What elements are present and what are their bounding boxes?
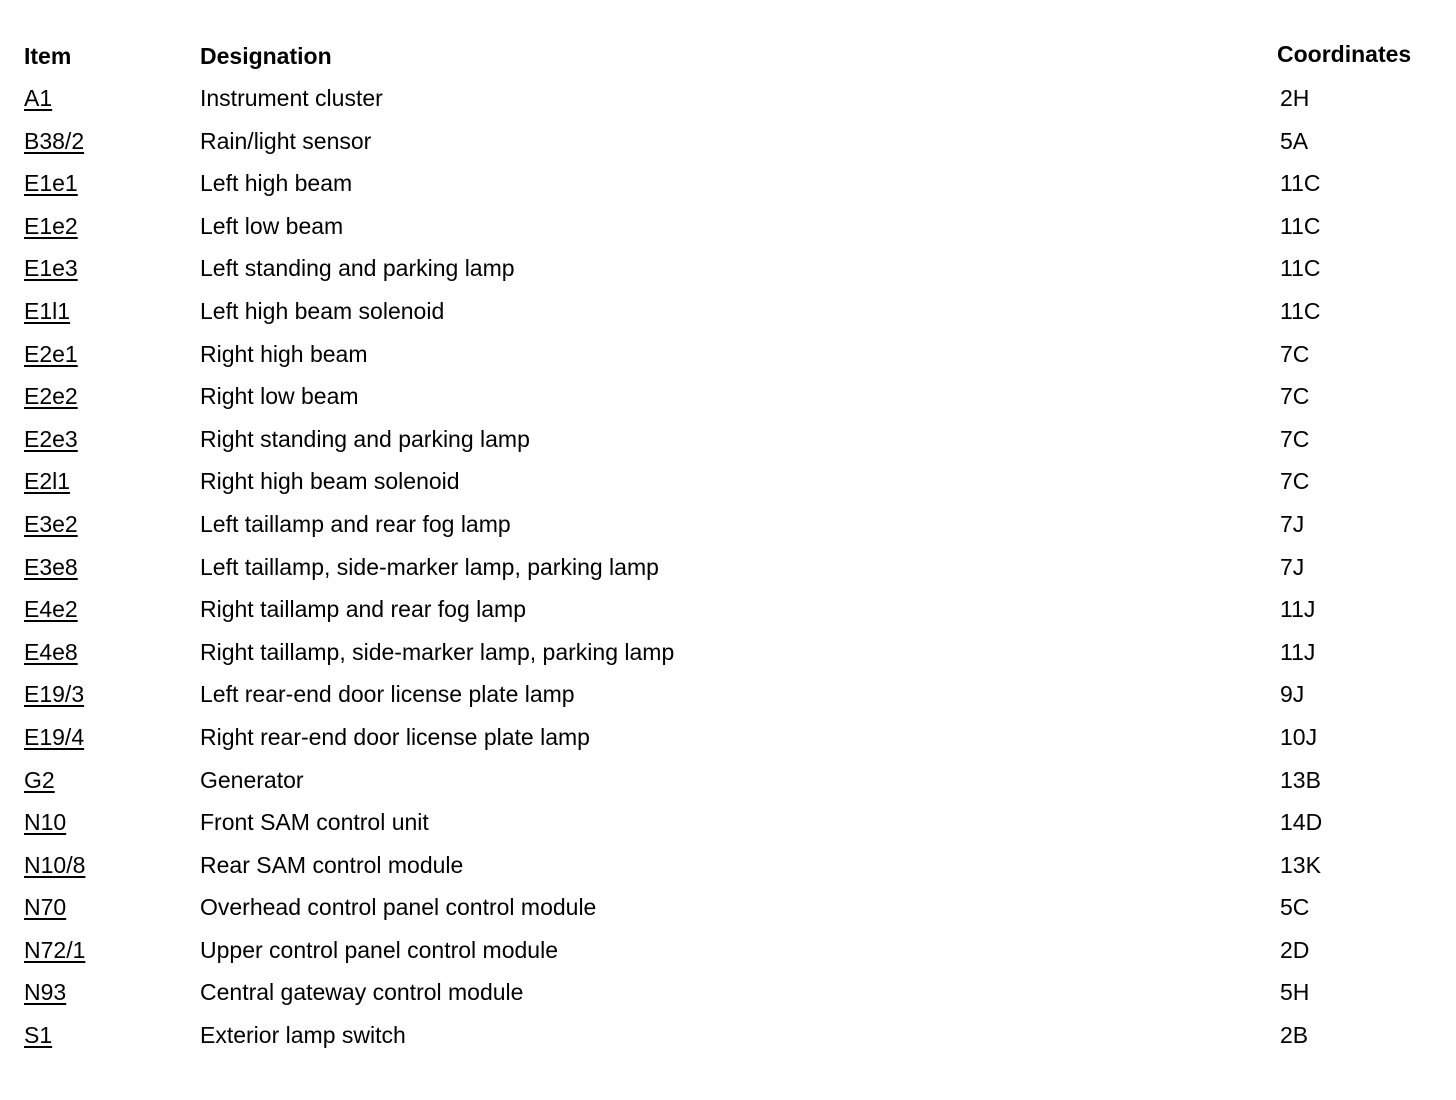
designation-cell: Right taillamp, side-marker lamp, parking lamp (200, 638, 675, 665)
coordinates-cell: 5A (1280, 127, 1309, 154)
coordinates-cell: 7C (1280, 468, 1310, 495)
coordinates-cell: 2D (1280, 936, 1310, 963)
column-header-designation: Designation (200, 43, 332, 69)
item-link[interactable]: E2e2 (24, 383, 78, 410)
item-link[interactable]: B38/2 (24, 127, 85, 154)
designation-cell: Right taillamp and rear fog lamp (200, 596, 526, 623)
table-row (0, 885, 1456, 928)
item-link[interactable]: E19/3 (24, 681, 85, 708)
designation-cell: Upper control panel control module (200, 936, 558, 963)
item-link[interactable]: E1e3 (24, 255, 78, 282)
designation-cell: Left standing and parking lamp (200, 255, 515, 282)
coordinates-cell: 7J (1280, 553, 1305, 580)
table-row (0, 374, 1456, 417)
table-row (0, 119, 1456, 162)
item-link[interactable]: E1l1 (24, 297, 71, 324)
coordinates-cell: 11C (1280, 297, 1321, 324)
designation-cell: Left low beam (200, 212, 344, 239)
designation-cell: Front SAM control unit (200, 809, 429, 836)
table-row (0, 204, 1456, 247)
designation-cell: Rear SAM control module (200, 851, 464, 878)
designation-cell: Right low beam (200, 383, 359, 410)
coordinates-cell: 13B (1280, 766, 1321, 793)
coordinates-cell: 11J (1280, 638, 1316, 665)
table-row (0, 587, 1456, 630)
table-row (0, 800, 1456, 843)
table-row (0, 928, 1456, 971)
item-link[interactable]: E2l1 (24, 468, 71, 495)
item-link[interactable]: N10 (24, 809, 67, 836)
coordinates-cell: 2B (1280, 1022, 1309, 1049)
coordinates-cell: 5C (1280, 894, 1310, 921)
designation-cell: Generator (200, 766, 304, 793)
designation-cell: Left taillamp, side-marker lamp, parking lamp (200, 553, 659, 580)
item-link[interactable]: E1e2 (24, 212, 78, 239)
table-row (0, 246, 1456, 289)
table-row (0, 417, 1456, 460)
table-row (0, 970, 1456, 1013)
coordinates-cell: 13K (1280, 851, 1321, 878)
item-link[interactable]: E19/4 (24, 723, 85, 750)
coordinates-cell: 11C (1280, 255, 1321, 282)
designation-cell: Left taillamp and rear fog lamp (200, 510, 511, 537)
table-row (0, 545, 1456, 588)
table-row (0, 715, 1456, 758)
designation-cell: Left high beam (200, 170, 353, 197)
item-link[interactable]: N10/8 (24, 851, 86, 878)
coordinates-cell: 11C (1280, 170, 1321, 197)
table-body (0, 76, 1456, 1056)
coordinates-cell: 7J (1280, 510, 1305, 537)
coordinates-cell: 7C (1280, 340, 1310, 367)
designation-cell: Right high beam solenoid (200, 468, 460, 495)
table-header (0, 0, 1456, 80)
designation-cell: Rain/light sensor (200, 127, 372, 154)
item-link[interactable]: E1e1 (24, 170, 78, 197)
item-link[interactable]: E3e2 (24, 510, 78, 537)
table-row (0, 630, 1456, 673)
coordinates-cell: 7C (1280, 425, 1310, 452)
column-header-coordinates: Coordinates (1277, 41, 1412, 67)
designation-cell: Left rear-end door license plate lamp (200, 681, 575, 708)
item-link[interactable]: E4e2 (24, 596, 78, 623)
designation-cell: Right rear-end door license plate lamp (200, 723, 590, 750)
designation-cell: Instrument cluster (200, 85, 383, 111)
item-link[interactable]: A1 (24, 85, 53, 111)
coordinates-cell: 2H (1280, 85, 1310, 111)
coordinates-cell: 9J (1280, 681, 1305, 708)
table-row (0, 1013, 1456, 1056)
column-header-item: Item (24, 43, 72, 69)
item-link[interactable]: E2e3 (24, 425, 78, 452)
item-link[interactable]: N70 (24, 894, 67, 921)
table-row (0, 502, 1456, 545)
table-row (0, 289, 1456, 332)
coordinates-cell: 7C (1280, 383, 1310, 410)
item-link[interactable]: S1 (24, 1022, 53, 1049)
designation-cell: Central gateway control module (200, 979, 524, 1006)
table-row (0, 459, 1456, 502)
designation-cell: Right high beam (200, 340, 368, 367)
designation-cell: Right standing and parking lamp (200, 425, 530, 452)
table-row (0, 332, 1456, 375)
table-row (0, 758, 1456, 801)
designation-cell: Exterior lamp switch (200, 1022, 406, 1049)
item-link[interactable]: N72/1 (24, 936, 86, 963)
designation-cell: Overhead control panel control module (200, 894, 597, 921)
item-link[interactable]: N93 (24, 979, 67, 1006)
coordinates-cell: 11J (1280, 596, 1316, 623)
designation-cell: Left high beam solenoid (200, 297, 445, 324)
table-row (0, 161, 1456, 204)
table-row (0, 76, 1456, 119)
table-row (0, 672, 1456, 715)
item-link[interactable]: E2e1 (24, 340, 78, 367)
table-row (0, 843, 1456, 886)
coordinates-cell: 10J (1280, 723, 1318, 750)
coordinates-cell: 14D (1280, 809, 1323, 836)
coordinates-cell: 11C (1280, 212, 1321, 239)
item-link[interactable]: E4e8 (24, 638, 78, 665)
coordinates-cell: 5H (1280, 979, 1310, 1006)
item-link[interactable]: E3e8 (24, 553, 78, 580)
item-link[interactable]: G2 (24, 766, 55, 793)
